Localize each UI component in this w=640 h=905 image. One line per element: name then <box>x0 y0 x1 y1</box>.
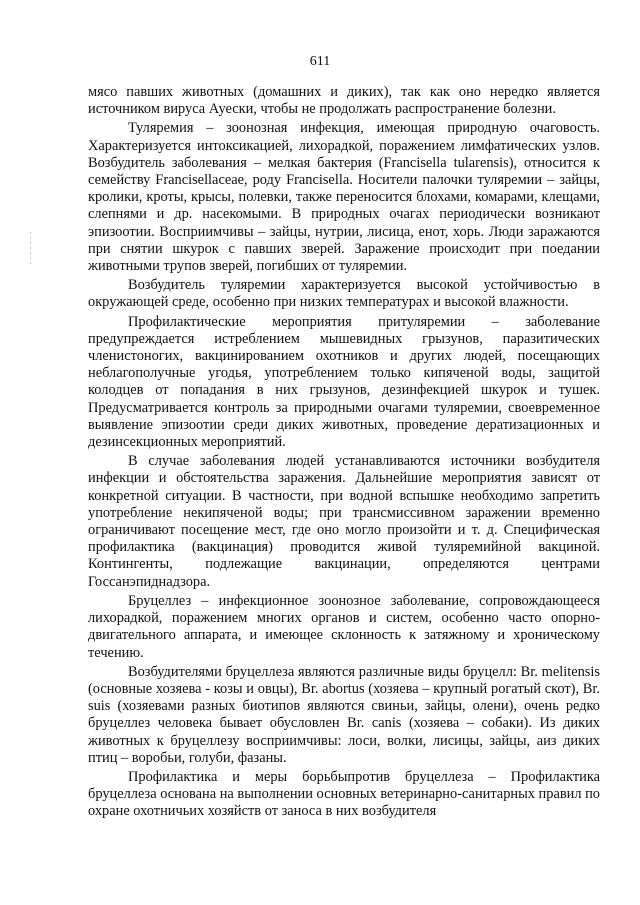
paragraph-tularemia-human-cases: В случае заболевания людей устанавливаются источники возбудителя инфекции и обстоятельства заражения. Дальнейшие мероприятия зависят от конкретной ситуации. В частности, при водной вспышке необходимо запретить употребление некипяченой воды; при трансмиссивном заражении временно ограничивают посещение мест, где оно могло произойти и т. д. Специфическая профилактика (вакцинация) проводится живой туляремийной вакциной. Контингенты, подлежащие вакцинации, определяются центрами Госсанэпиднадзора. <box>88 453 600 590</box>
margin-scan-mark <box>30 232 32 272</box>
paragraph-tularemia-intro: Туляремия – зоонозная инфекция, имеющая природную очаговость. Характеризуется интоксикацией, лихорадкой, поражением лимфатических узлов. Возбудитель заболевания – мелкая бактерия (Francisella tularensis), относится к семейству Francisellaceae, роду Francisella. Носители палочки туляремии – зайцы, кролики, кроты, крысы, полевки, также переносится блохами, комарами, клещами, слепнями и др. насекомыми. В природных очагах периодически возникают эпизоотии. Восприимчивы – зайцы, нутрии, лисица, енот, хорь. Люди заражаются при снятии шкурок с павших зверей. Заражение происходит при поедании животными трупов зверей, погибших от туляремии. <box>88 120 600 275</box>
paragraph-aujeszky-end: мясо павших животных (домашних и диких), так как оно нередко является источником вируса Ауески, чтобы не продолжать распространение болезни. <box>88 84 600 118</box>
paragraph-tularemia-prevention: Профилактические мероприятия притуляремии – заболевание предупреждается истреблением мышевидных грызунов, паразитических членистоногих, вакцинированием охотников и других людей, посещающих неблагополучные угодья, употреблением только кипяченой воды, защитой колодцев от попадания в них грызунов, дезинфекцией шкурок и тушек. Предусматривается контроль за природными очагами туляремии, своевременное выявление эпизоотии среди диких животных, проведение дератизационных и дезинсекционных мероприятий. <box>88 313 600 451</box>
body-text <box>88 84 600 821</box>
paragraph-brucellosis-intro: Бруцеллез – инфекционное зоонозное заболевание, сопровождающееся лихорадкой, поражением многих органов и систем, особенно часто опорно-двигательного аппарата, и имеющее склонность к затяжному и хроническому течению. <box>88 592 600 661</box>
page-number: 611 <box>309 54 331 69</box>
paragraph-brucellosis-prevention: Профилактика и меры борьбыпротив бруцеллеза – Профилактика бруцеллеза основана на выполнении основных ветеринарно-санитарных правил по охране охотничьих хозяйств от заноса в них возбудителя <box>88 768 601 820</box>
paragraph-tularemia-resistance: Возбудитель туляремии характеризуется высокой устойчивостью в окружающей среде, особенно при низких температурах и высокой влажности. <box>88 277 600 311</box>
paragraph-brucellosis-agents: Возбудителями бруцеллеза являются различные виды бруцелл: Br. melitensis (основные хозяева - козы и овцы), Br. abortus (хозяева – крупный рогатый скот), Br. suis (хозяевами разных биотипов являются свиньи, зайцы, олени), очень редко бруцеллез человека бывает обусловлен Br. canis (хозяева – собаки). Из диких животных к бруцеллезу восприимчивы: лоси, волки, лисицы, зайцы, аиз диких птиц – воробьи, голуби, фазаны. <box>88 663 600 766</box>
